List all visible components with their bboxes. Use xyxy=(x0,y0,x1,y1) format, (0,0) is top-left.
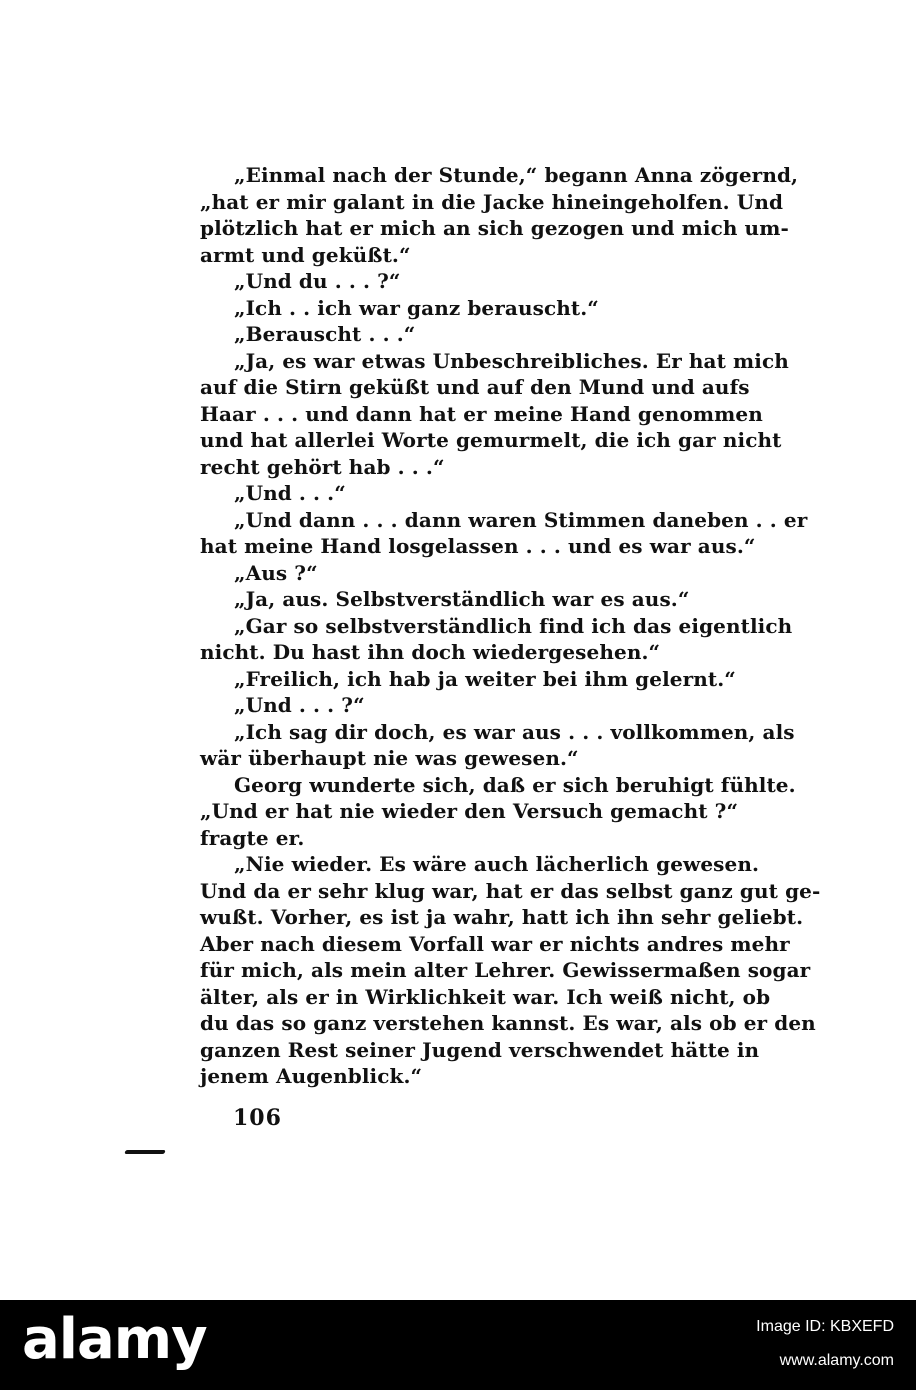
text-line: älter, als er in Wirklichkeit war. Ich weiß nicht, ob xyxy=(200,984,771,1009)
text-line: „Ich sag dir doch, es war aus . . . vollkommen, als xyxy=(234,719,795,744)
text-line: „Freilich, ich hab ja weiter bei ihm gelernt.“ xyxy=(234,666,736,691)
text-line: Und da er sehr klug war, hat er das selbst ganz gut ge- xyxy=(200,878,821,903)
text-line: Georg wunderte sich, daß er sich beruhigt fühlte. xyxy=(234,772,796,797)
text-line: „Und dann . . . dann waren Stimmen daneben . . er xyxy=(234,507,808,532)
text-line: Haar . . . und dann hat er meine Hand genommen xyxy=(200,401,763,426)
text-line: nicht. Du hast ihn doch wiedergesehen.“ xyxy=(200,640,661,664)
text-line: „Und . . . ?“ xyxy=(234,693,365,717)
text-line: „Gar so selbstverständlich find ich das eigentlich xyxy=(234,613,793,638)
text-line: „Ja, es war etwas Unbeschreibliches. Er hat mich xyxy=(234,348,789,373)
text-line: und hat allerlei Worte gemurmelt, die ich gar nicht xyxy=(200,428,782,452)
text-line: fragte er. xyxy=(200,825,305,850)
text-line: du das so ganz verstehen kannst. Es war, als ob er den xyxy=(200,1011,816,1035)
page-number: 106 xyxy=(233,1105,282,1131)
text-line: „Einmal nach der Stunde,“ begann Anna zögernd, xyxy=(234,163,799,187)
text-line: „Und du . . . ?“ xyxy=(234,269,401,293)
text-line: „Ja, aus. Selbstverständlich war es aus.“ xyxy=(234,587,690,611)
text-line: „Nie wieder. Es wäre auch lächerlich gewesen. xyxy=(234,852,760,876)
text-line: „Ich . . ich war ganz berauscht.“ xyxy=(234,295,599,320)
text-line: armt und geküßt.“ xyxy=(200,242,411,267)
text-line: ganzen Rest seiner Jugend verschwendet hätte in xyxy=(200,1037,760,1062)
text-line: auf die Stirn geküßt und auf den Mund und aufs xyxy=(200,375,750,399)
text-line: „Aus ?“ xyxy=(234,560,318,585)
text-line: „hat er mir galant in die Jacke hineingeholfen. Und xyxy=(200,189,784,214)
text-line: hat meine Hand losgelassen . . . und es war aus.“ xyxy=(200,534,756,558)
text-line: plötzlich hat er mich an sich gezogen und mich um- xyxy=(200,216,789,240)
image-id-label: Image ID: KBXEFD xyxy=(756,1318,894,1335)
text-line: „Und . . .“ xyxy=(234,481,346,505)
text-line: jenem Augenblick.“ xyxy=(200,1064,423,1088)
text-line: recht gehört hab . . .“ xyxy=(200,454,445,479)
site-url: www.alamy.com xyxy=(779,1352,894,1369)
text-line: wär überhaupt nie was gewesen.“ xyxy=(200,746,579,770)
text-line: für mich, als mein alter Lehrer. Gewissermaßen sogar xyxy=(200,958,811,982)
body-text xyxy=(200,162,821,1090)
alamy-logo: alamy xyxy=(22,1307,207,1372)
text-line: „Und er hat nie wieder den Versuch gemacht ?“ xyxy=(200,799,739,823)
text-line: wußt. Vorher, es ist ja wahr, hatt ich ihn sehr geliebt. xyxy=(200,905,804,929)
text-line: „Berauscht . . .“ xyxy=(234,322,416,346)
text-line: Aber nach diesem Vorfall war er nichts andres mehr xyxy=(200,931,790,956)
scan-edge-mark xyxy=(124,1150,165,1154)
